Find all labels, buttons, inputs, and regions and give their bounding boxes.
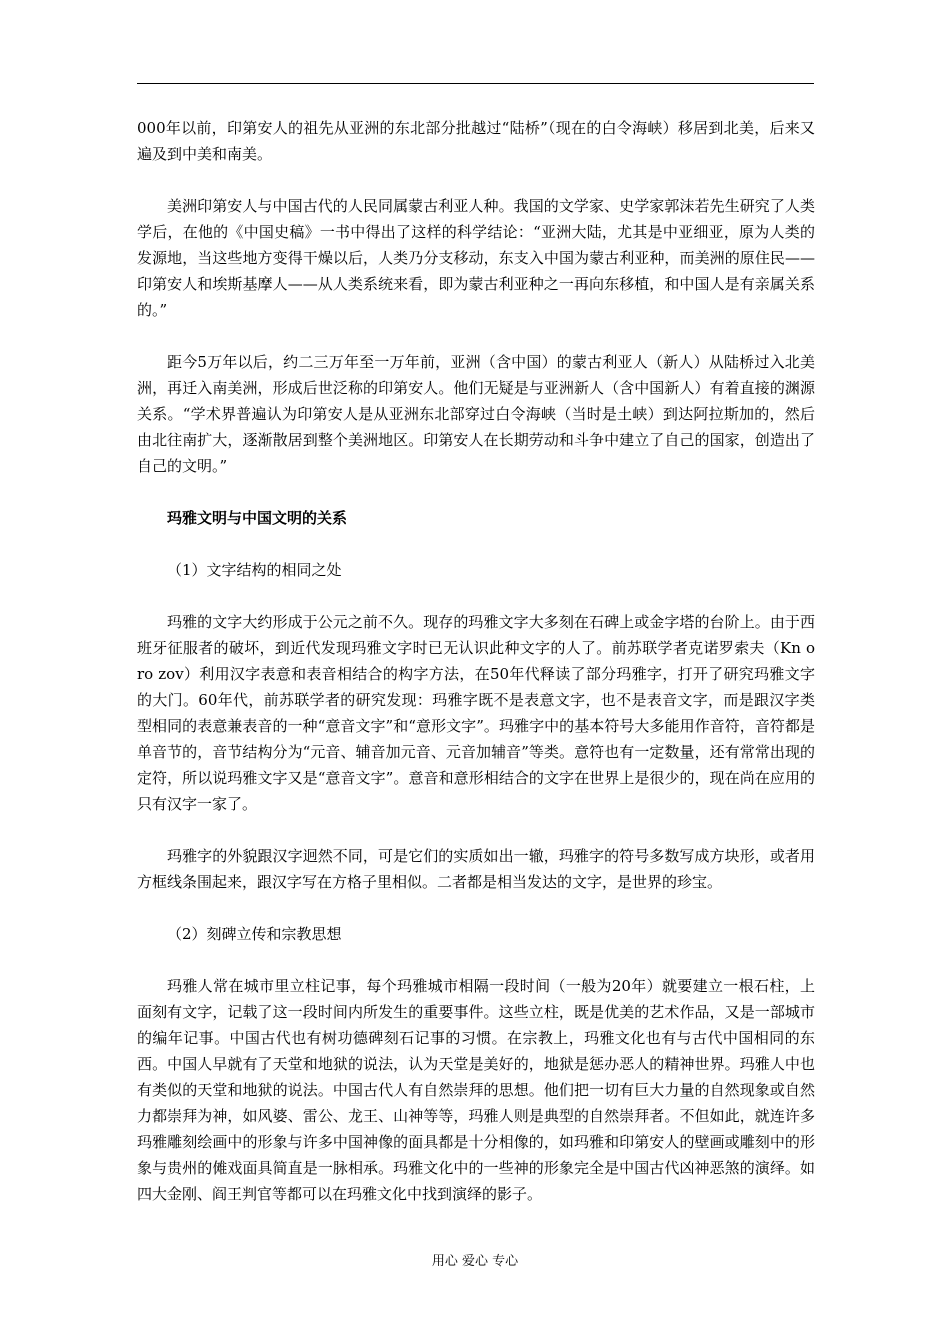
header-rule (137, 83, 814, 84)
paragraph-script-appearance: 玛雅字的外貌跟汉字迥然不同，可是它们的实质如出一辙，玛雅字的符号多数写成方块形，或者用方框线条围起来，跟汉字写在方格子里相似。二者都是相当发达的文字，是世界的珍宝。 (137, 847, 815, 891)
subheading-steles-religion: （2）刻碑立传和宗教思想 (167, 925, 342, 943)
paragraph-steles-religion: 玛雅人常在城市里立柱记事，每个玛雅城市相隔一段时间（一般为20年）就要建立一根石柱，上面刻有文字，记载了这一段时间内所发生的重要事件。这些立柱，既是优美的艺术作品，又是一部城市的编年记事。中国古代也有树功德碑刻石记事的习惯。在宗教上，玛雅文化也有与古代中国相同的东西。中国人早就有了天堂和地狱的说法，认为天堂是美好的，地狱是惩办恶人的精神世界。玛雅人中也有类似的天堂和地狱的说法。中国古代人有自然崇拜的思想。他们把一切有巨大力量的自然现象或自然力都崇拜为神，如风婆、雷公、龙王、山神等等，玛雅人则是典型的自然崇拜者。不但如此，就连许多玛雅雕刻绘画中的形象与许多中国神像的面具都是十分相像的，如玛雅和印第安人的壁画或雕刻中的形象与贵州的傩戏面具简直是一脉相承。玛雅文化中的一些神的形象完全是中国古代凶神恶煞的演绎。如四大金刚、阎王判官等都可以在玛雅文化中找到演绎的影子。 (137, 977, 815, 1203)
page-footer: 用心 爱心 专心 (431, 1254, 519, 1269)
paragraph-race-origin: 美洲印第安人与中国古代的人民同属蒙古利亚人种。我国的文学家、史学家郭沫若先生研究了人类学后，在他的《中国史稿》一书中得出了这样的科学结论：“亚洲大陆，尤其是中亚细亚，原为人类的发源地，当这些地方变得干燥以后，人类乃分支移动，东支入中国为蒙古利亚种，而美洲的原住民——印第安人和埃斯基摩人——从人类系统来看，即为蒙古利亚种之一再向东移植，和中国人是有亲属关系的。” (137, 197, 815, 319)
subheading-writing: （1）文字结构的相同之处 (167, 561, 342, 579)
paragraph-continued: 000年以前，印第安人的祖先从亚洲的东北部分批越过“陆桥”（现在的白令海峡）移居到北美，后来又遍及到中美和南美。 (137, 119, 815, 163)
paragraph-migration: 距今5万年以后，约二三万年至一万年前，亚洲（含中国）的蒙古利亚人（新人）从陆桥过入北美洲，再迁入南美洲，形成后世泛称的印第安人。他们无疑是与亚洲新人（含中国新人）有着直接的渊源关系。“学术界普遍认为印第安人是从亚洲东北部穿过白令海峡（当时是土峡）到达阿拉斯加的，然后由北往南扩大，逐渐散居到整个美洲地区。印第安人在长期劳动和斗争中建立了自己的国家，创造出了自己的文明。” (137, 353, 815, 475)
section-heading: 玛雅文明与中国文明的关系 (167, 509, 348, 527)
document-body (137, 115, 815, 1233)
paragraph-maya-script: 玛雅的文字大约形成于公元之前不久。现存的玛雅文字大多刻在石碑上或金字塔的台阶上。由于西班牙征服者的破坏，到近代发现玛雅文字时已无认识此种文字的人了。前苏联学者克诺罗索夫（Kn o ro zov）利用汉字表意和表音相结合的构字方法，在50年代释读了部分玛雅字，打开了研究玛雅文字的大门。60年代，前苏联学者的研究发现：玛雅字既不是表意文字，也不是表音文字，而是跟汉字类型相同的表意兼表音的一种“意音文字”和“意形文字”。玛雅字中的基本符号大多能用作音符，音符都是单音节的，音节结构分为“元音、辅音加元音、元音加辅音”等类。意符也有一定数量，还有常常出现的定符，所以说玛雅文字又是“意音文字”。意音和意形相结合的文字在世界上是很少的，现在尚在应用的只有汉字一家了。 (137, 613, 815, 813)
